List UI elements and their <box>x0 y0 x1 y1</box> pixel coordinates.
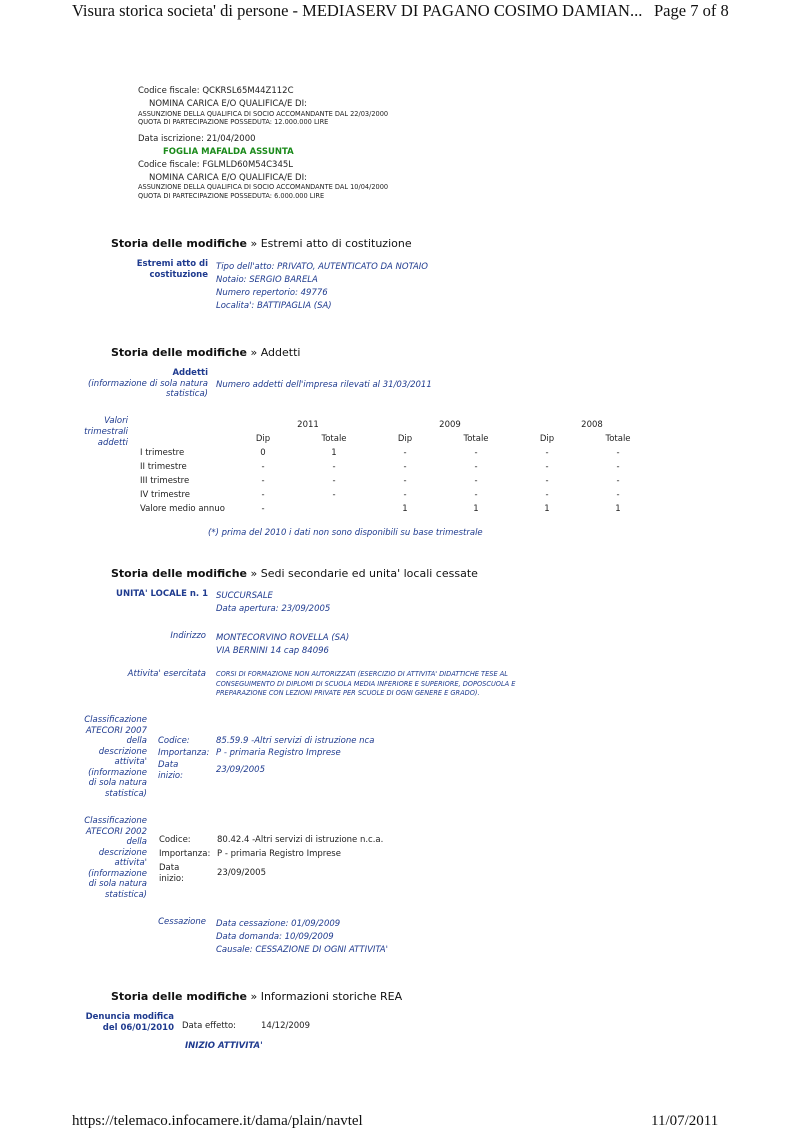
addetti-label: Addetti <box>172 368 208 378</box>
unit-type: SUCCURSALE <box>216 591 273 601</box>
ateco2007-label: Classificazione ATECORI 2007 della descrizione attivita' (informazione di sola natura statistica) <box>84 715 147 799</box>
addetti-cell: - <box>261 490 265 500</box>
quota-1: QUOTA DI PARTECIPAZIONE POSSEDUTA: 12.000.000 LIRE <box>138 118 329 126</box>
addetti-row-label: II trimestre <box>140 462 187 472</box>
col-totale: Totale <box>605 434 631 444</box>
addetti-row-label: III trimestre <box>140 476 190 486</box>
col-totale: Totale <box>463 434 489 444</box>
addetti-cell: - <box>332 490 336 500</box>
ateco2002-label: Classificazione ATECORI 2002 della descrizione attivita' (informazione di sola natura statistica) <box>84 816 147 900</box>
addetti-cell: - <box>474 448 478 458</box>
cessazione-values <box>216 918 388 957</box>
quota-2: QUOTA DI PARTECIPAZIONE POSSEDUTA: 6.000.000 LIRE <box>138 192 325 200</box>
year-header: 2011 <box>297 420 319 430</box>
col-totale: Totale <box>321 434 347 444</box>
data-effetto: 14/12/2009 <box>261 1021 310 1031</box>
section-title-rea: Storia delle modifiche » Informazioni storiche REA <box>111 990 403 1003</box>
estremi-line: Numero repertorio: 49776 <box>216 288 328 298</box>
data-apertura: Data apertura: 23/09/2005 <box>216 604 331 614</box>
data-effetto-label: Data effetto: <box>182 1021 237 1031</box>
addetti-note: (*) prima del 2010 i dati non sono disponibili su base trimestrale <box>208 528 483 538</box>
addetti-cell: - <box>261 504 265 514</box>
cessazione-line: Data domanda: 10/09/2009 <box>216 932 334 942</box>
assunzione-1: ASSUNZIONE DELLA QUALIFICA DI SOCIO ACCOMANDANTE DAL 22/03/2000 <box>138 110 389 118</box>
document-title: Visura storica societa' di persone - MEDIASERV DI PAGANO COSIMO DAMIAN... <box>72 1 643 20</box>
ateco2007-importanza-label: Importanza: <box>158 748 210 758</box>
addetti-cell: 0 <box>260 448 266 458</box>
addetti-cell: - <box>545 448 549 458</box>
col-dip: Dip <box>539 434 555 444</box>
ateco2007-data-label: Data inizio: <box>158 760 183 781</box>
addetti-cell: - <box>545 490 549 500</box>
ateco2007-data: 23/09/2005 <box>216 765 265 775</box>
addetti-cell: 1 <box>615 504 621 514</box>
socio-name: FOGLIA MAFALDA ASSUNTA <box>163 147 294 157</box>
addetti-cell: - <box>403 462 407 472</box>
attivita-label: Attivita' esercitata <box>127 669 206 679</box>
col-dip: Dip <box>255 434 271 444</box>
addetti-cell: - <box>474 462 478 472</box>
addetti-row-label: Valore medio annuo <box>140 504 225 514</box>
addetti-row-label: I trimestre <box>140 448 185 458</box>
attivita-text: CORSI DI FORMAZIONE NON AUTORIZZATI (ESERCIZIO DI ATTIVITA' DIDATTICHE TESE AL CONSEGUIMENTO DI DIPLOMI DI SCUOLA MEDIA INFERIORE E SUPERIORE, DOPOSCUOLA E PREPARAZIONE CON LEZIONI PRIVATE PER SCUOLE DI OGNI GENERE E GRADO). <box>216 670 516 697</box>
footer-date: 11/07/2011 <box>651 1113 719 1129</box>
addetti-cell: - <box>403 490 407 500</box>
addetti-row-label: IV trimestre <box>140 490 191 500</box>
section-title-addetti: Storia delle modifiche » Addetti <box>111 346 301 359</box>
nomina-2: NOMINA CARICA E/O QUALIFICA/E DI: <box>149 173 307 183</box>
estremi-line: Localita': BATTIPAGLIA (SA) <box>216 301 332 311</box>
codice-fiscale-1: Codice fiscale: QCKRSL65M44Z112C <box>138 86 294 96</box>
addetti-cell: - <box>261 476 265 486</box>
addetti-cell: 1 <box>544 504 550 514</box>
data-iscrizione: Data iscrizione: 21/04/2000 <box>138 134 256 144</box>
addetti-cell: - <box>474 490 478 500</box>
ateco2002-importanza-label: Importanza: <box>159 849 211 859</box>
page-number: Page 7 of 8 <box>654 1 729 20</box>
denuncia-label: Denuncia modifica del 06/01/2010 <box>85 1012 174 1033</box>
estremi-line: Notaio: SERGIO BARELA <box>216 275 318 285</box>
estremi-line: Tipo dell'atto: PRIVATO, AUTENTICATO DA NOTAIO <box>216 262 428 272</box>
addetti-cell: 1 <box>473 504 479 514</box>
section-title-estremi: Storia delle modifiche » Estremi atto di costituzione <box>111 237 412 250</box>
section-title-sedi: Storia delle modifiche » Sedi secondarie ed unita' locali cessate <box>111 567 478 580</box>
addetti-cell: - <box>261 462 265 472</box>
indirizzo-values <box>216 632 349 658</box>
ateco2002-data-label: Data inizio: <box>159 863 184 884</box>
assunzione-2: ASSUNZIONE DELLA QUALIFICA DI SOCIO ACCOMANDANTE DAL 10/04/2000 <box>138 183 389 191</box>
addetti-cell: - <box>332 476 336 486</box>
cessazione-label: Cessazione <box>158 917 206 927</box>
year-header: 2008 <box>581 420 603 430</box>
footer-url[interactable]: https://telemaco.infocamere.it/dama/plain/navtel <box>72 1113 363 1129</box>
indirizzo-label: Indirizzo <box>170 631 206 641</box>
indirizzo-line: VIA BERNINI 14 cap 84096 <box>216 646 329 656</box>
valori-label: Valori trimestrali addetti <box>84 416 128 448</box>
ateco2007-codice: 85.59.9 -Altri servizi di istruzione nca <box>216 736 375 746</box>
indirizzo-line: MONTECORVINO ROVELLA (SA) <box>216 633 350 643</box>
codice-fiscale-2: Codice fiscale: FGLMLD60M54C345L <box>138 160 294 170</box>
addetti-desc: Numero addetti dell'impresa rilevati al 31/03/2011 <box>216 380 432 390</box>
unit-label: UNITA' LOCALE n. 1 <box>116 589 208 599</box>
addetti-cell: - <box>545 462 549 472</box>
col-dip: Dip <box>397 434 413 444</box>
addetti-cell: - <box>616 476 620 486</box>
estremi-label: Estremi atto di costituzione <box>136 259 208 280</box>
addetti-cell: - <box>545 476 549 486</box>
ateco2002-importanza: P - primaria Registro Imprese <box>217 849 341 859</box>
addetti-cell: 1 <box>331 448 337 458</box>
nomina-1: NOMINA CARICA E/O QUALIFICA/E DI: <box>149 99 307 109</box>
addetti-cell: 1 <box>402 504 408 514</box>
inizio-attivita: INIZIO ATTIVITA' <box>185 1041 263 1051</box>
addetti-cell: - <box>616 448 620 458</box>
ateco2007-importanza: P - primaria Registro Imprese <box>216 748 341 758</box>
ateco2007-codice-label: Codice: <box>158 736 190 746</box>
addetti-cell: - <box>403 476 407 486</box>
estremi-values <box>216 261 428 313</box>
year-header: 2009 <box>439 420 461 430</box>
addetti-label-sub: (informazione di sola natura statistica) <box>88 379 208 399</box>
ateco2002-data: 23/09/2005 <box>217 868 266 878</box>
addetti-cell: - <box>332 462 336 472</box>
ateco2002-codice: 80.42.4 -Altri servizi di istruzione n.c.a. <box>217 835 384 845</box>
cessazione-line: Causale: CESSAZIONE DI OGNI ATTIVITA' <box>216 945 388 955</box>
addetti-cell: - <box>403 448 407 458</box>
ateco2002-codice-label: Codice: <box>159 835 191 845</box>
addetti-cell: - <box>616 490 620 500</box>
addetti-cell: - <box>616 462 620 472</box>
addetti-cell: - <box>474 476 478 486</box>
cessazione-line: Data cessazione: 01/09/2009 <box>216 919 341 929</box>
